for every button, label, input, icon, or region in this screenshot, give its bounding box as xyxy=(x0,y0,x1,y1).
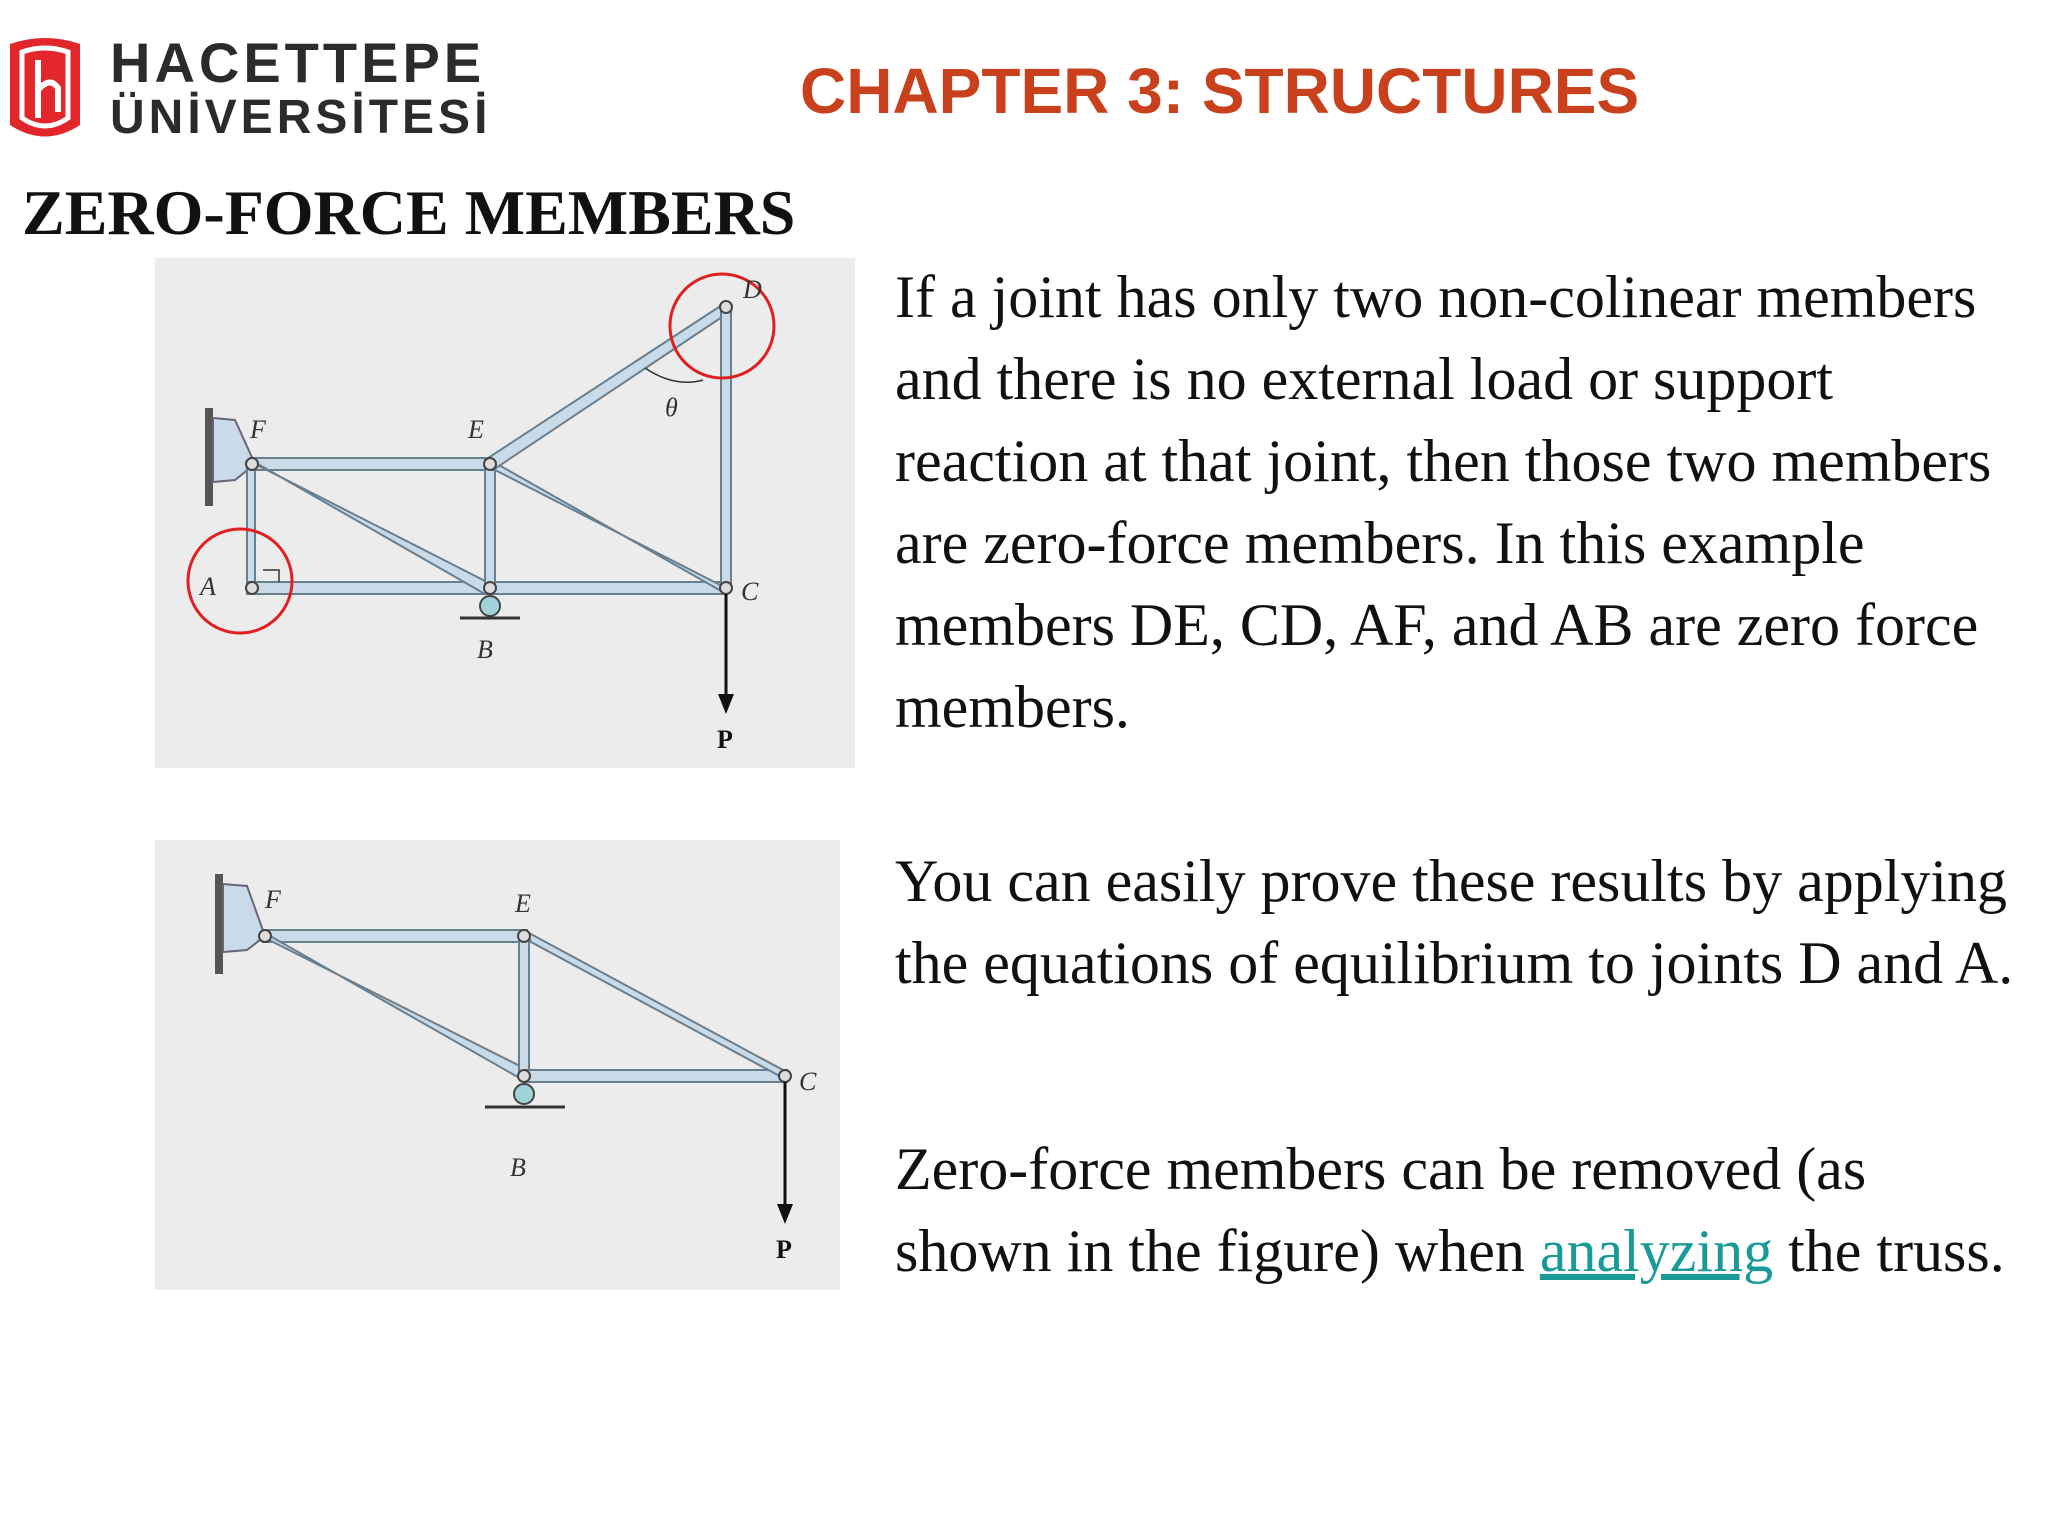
chapter-title: CHAPTER 3: STRUCTURES xyxy=(800,55,1640,127)
label-P: P xyxy=(776,1235,792,1264)
section-title: ZERO-FORCE MEMBERS xyxy=(22,177,796,248)
roller-support-B xyxy=(480,596,500,616)
truss-members xyxy=(263,930,787,1082)
member-DE xyxy=(485,303,731,470)
label-E: E xyxy=(515,889,531,918)
label-E: E xyxy=(468,415,484,444)
member-AF xyxy=(247,464,255,588)
pin-C xyxy=(720,582,732,594)
member-EC xyxy=(527,932,787,1080)
pin-A xyxy=(246,582,258,594)
paragraph-zero-force-rule: If a joint has only two non-colinear members and there is no external load or support reaction at that joint, then those two members are zero-force members. In this example members DE, CD, AF, and AB are zero force members. xyxy=(895,264,1992,740)
paragraph-removal-after: the truss. xyxy=(1773,1218,2005,1284)
label-P: P xyxy=(717,725,733,754)
label-F: F xyxy=(265,885,281,914)
member-CD xyxy=(721,306,731,588)
logo-text-line1: HACETTEPE xyxy=(110,31,486,94)
member-FE xyxy=(251,458,489,470)
label-B: B xyxy=(510,1153,526,1182)
label-C: C xyxy=(741,577,759,606)
member-EB xyxy=(519,936,529,1076)
pin-B xyxy=(518,1070,530,1082)
member-FB xyxy=(263,932,528,1080)
wall-support xyxy=(205,408,213,506)
hacettepe-emblem-icon xyxy=(0,30,100,150)
pin-F xyxy=(246,458,258,470)
paragraph-removal-before: Zero-force members can be removed (as shown in the figure) when xyxy=(895,1136,1867,1284)
truss-members xyxy=(247,303,731,594)
label-D: D xyxy=(743,275,762,304)
pin-D xyxy=(720,301,732,313)
right-angle-mark xyxy=(263,570,279,582)
member-FE xyxy=(263,930,527,942)
label-C: C xyxy=(799,1067,817,1096)
member-EB xyxy=(485,464,495,588)
wall-gusset xyxy=(223,884,265,952)
truss-figure-simplified xyxy=(155,840,840,1290)
label-A: A xyxy=(200,572,216,601)
roller-support-B xyxy=(514,1084,534,1104)
paragraph-removal xyxy=(895,1128,2015,1292)
pin-E xyxy=(484,458,496,470)
load-arrow-head xyxy=(777,1204,793,1224)
member-BC xyxy=(525,1070,787,1082)
label-B: B xyxy=(477,635,493,664)
paragraph-proof: You can easily prove these results by applying the equations of equilibrium to joints D and A. xyxy=(895,848,2014,996)
pin-F xyxy=(259,930,271,942)
truss-figure-full xyxy=(155,258,855,768)
member-EC xyxy=(490,460,730,592)
analyzing-link[interactable]: analyzing xyxy=(1539,1218,1774,1284)
load-arrow-head xyxy=(718,694,734,714)
pin-B xyxy=(484,582,496,594)
logo-text-line2: ÜNİVERSİTESİ xyxy=(110,91,492,144)
wall-support xyxy=(215,874,223,974)
pin-C xyxy=(779,1070,791,1082)
pin-E xyxy=(518,930,530,942)
label-F: F xyxy=(250,415,266,444)
label-theta: θ xyxy=(665,393,678,422)
member-FB xyxy=(251,460,491,594)
university-logo xyxy=(0,30,492,150)
